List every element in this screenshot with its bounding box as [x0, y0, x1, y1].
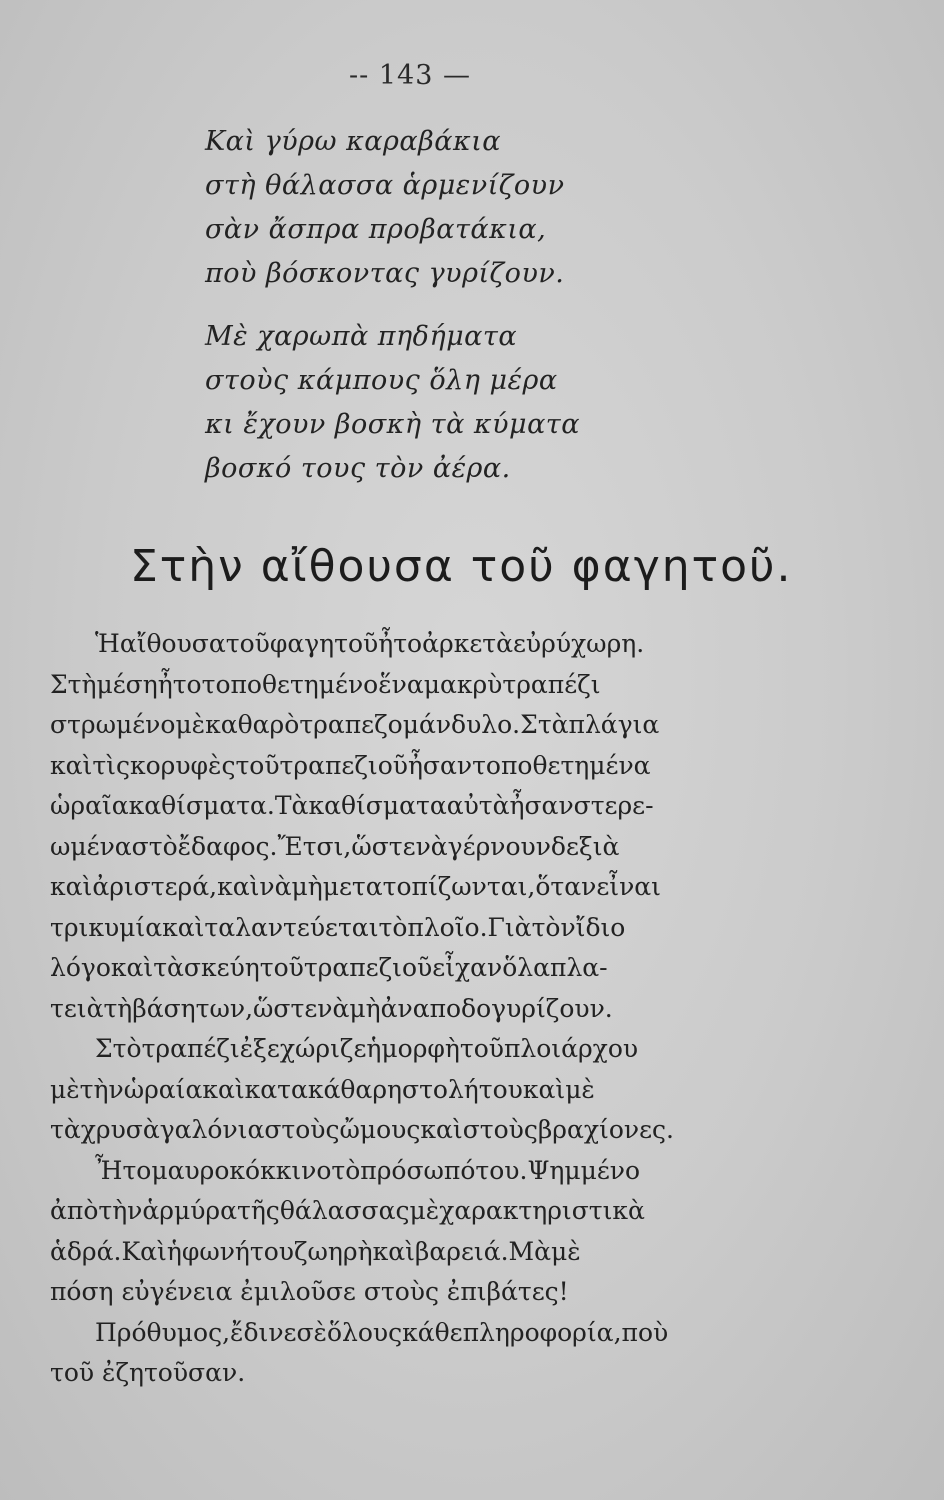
- prose-line: Ἡαἴθουσατοῦφαγητοῦἦτοἀρκετὰεὐρύχωρη.: [95, 629, 645, 658]
- paragraph: [50, 1313, 790, 1394]
- verse-line: κι ἔχουν βοσκὴ τὰ κύματα: [205, 409, 580, 440]
- paragraph: [50, 1151, 790, 1313]
- prose-line: στρωμένομὲκαθαρὸτραπεζομάνδυλο.Στὰπλάγια: [50, 710, 660, 739]
- prose-line: Πρόθυμος,ἔδινεσὲὅλουςκάθεπληροφορία,ποὺ: [95, 1317, 669, 1347]
- prose-line: καὶἀριστερά,καὶνὰμὴμετατοπίζωνται,ὅτανεἶναι: [50, 872, 661, 901]
- prose-line: τειὰτὴβάσητων,ὥστενὰμὴἀναποδογυρίζουν.: [50, 993, 613, 1023]
- verse-line: Καὶ γύρω καραβάκια: [205, 126, 502, 157]
- prose-line: τρικυμίακαὶταλαντεύεταιτὸπλοῖο.Γιὰτὸνἴδιο: [50, 912, 626, 942]
- verse-line: στοὺς κάμπους ὅλη μέρα: [205, 365, 558, 396]
- verse-line: στὴ θάλασσα ἁρμενίζουν: [205, 170, 565, 201]
- prose-line: ὡραῖακαθίσματα.Τὰκαθίσματααὐτὰἦσανστερε-: [50, 791, 654, 820]
- prose-line: Στὸτραπέζιἐξεχώριζεἡμορφὴτοῦπλοιάρχου: [95, 1034, 639, 1063]
- prose-line: ἀπὸτὴνἁρμύρατῆςθάλασσαςμὲχαρακτηριστικὰ: [50, 1196, 645, 1225]
- page-number: -- 143 —: [349, 60, 471, 91]
- poem-stanza: [205, 120, 580, 296]
- prose-line: τὰχρυσὰγαλόνιαστοὺςὤμουςκαὶστοὺςβραχίονες.: [50, 1115, 674, 1144]
- poem-stanza: [205, 315, 580, 491]
- prose-line: ἁδρά.Καὶἡφωνήτουζωηρὴκαὶβαρειά.Μὰμὲ: [50, 1236, 581, 1266]
- paragraph: [50, 1029, 790, 1151]
- prose-line: πόση εὐγένεια ἐμιλοῦσε στοὺς ἐπιβάτες!: [50, 1277, 569, 1306]
- prose-line: Ἦτομαυροκόκκινοτὸπρόσωπότου.Ψημμένο: [95, 1155, 641, 1185]
- prose-line: ωμέναστὸἔδαφος.Ἔτσι,ὥστενὰγέρνουνδεξιὰ: [50, 831, 620, 861]
- prose-line: τοῦ ἐζητοῦσαν.: [50, 1358, 246, 1387]
- verse-line: βοσκό τους τὸν ἀέρα.: [205, 453, 511, 484]
- poem: [205, 120, 580, 491]
- prose-line: Στὴμέσηἦτοτοποθετημένοἕναμακρὺτραπέζι: [50, 669, 601, 699]
- prose-line: καὶτὶςκορυφὲςτοῦτραπεζιοῦἦσαντοποθετημένα: [50, 750, 651, 780]
- paragraph: [50, 624, 790, 1029]
- prose-line: μὲτὴνὡραίακαὶκατακάθαρηστολήτουκαὶμὲ: [50, 1074, 595, 1104]
- verse-line: σὰν ἄσπρα προβατάκια,: [205, 214, 547, 245]
- prose-line: λόγοκαὶτὰσκεύητοῦτραπεζιοῦεἶχανὅλαπλα-: [50, 953, 608, 982]
- prose-body: [50, 624, 790, 1394]
- verse-line: ποὺ βόσκοντας γυρίζουν.: [205, 258, 565, 289]
- verse-line: Μὲ χαρωπὰ πηδήματα: [205, 321, 518, 352]
- section-heading: Στὴν αἴθουσα τοῦ φαγητοῦ.: [130, 541, 793, 592]
